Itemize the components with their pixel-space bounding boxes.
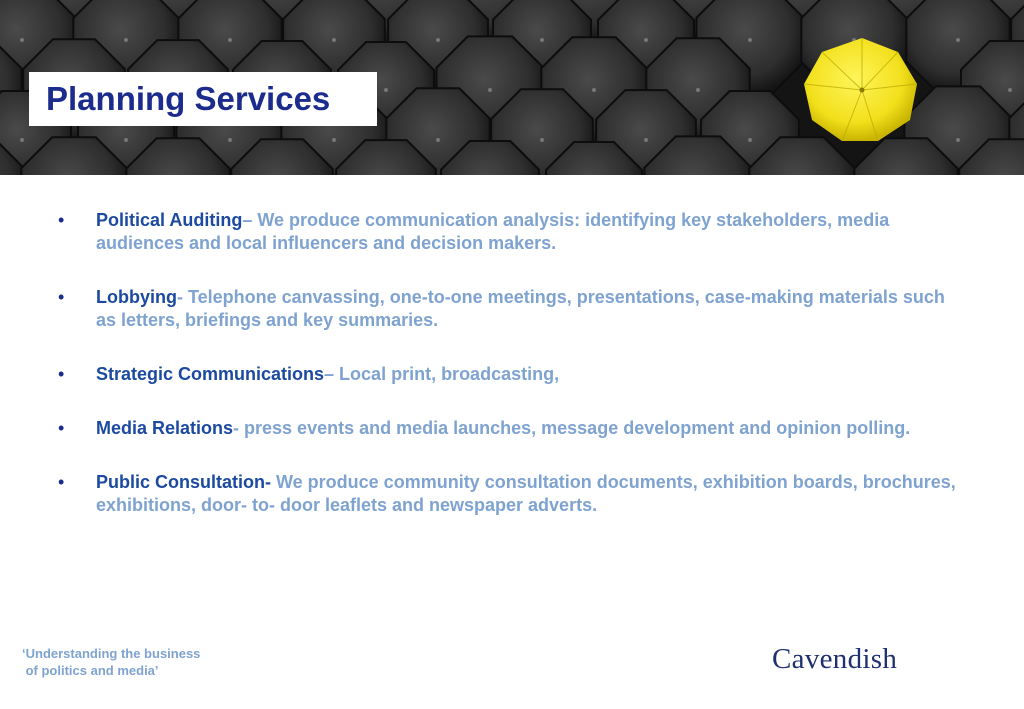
umbrella-tip bbox=[644, 38, 648, 42]
umbrella-tip bbox=[644, 138, 648, 142]
service-term: Public Consultation- bbox=[96, 472, 271, 492]
umbrella-tip bbox=[124, 138, 128, 142]
service-description: - Telephone canvassing, one-to-one meetings, presentations, case-making materials such as letters, briefings and key summaries. bbox=[96, 287, 945, 330]
umbrella-tip bbox=[748, 138, 752, 142]
bullet-icon: • bbox=[58, 287, 65, 307]
list-item bbox=[58, 417, 958, 440]
list-item bbox=[58, 209, 958, 255]
umbrella-tip bbox=[956, 138, 960, 142]
tagline-line: ‘Understanding the business bbox=[22, 646, 201, 661]
title-box bbox=[29, 72, 377, 126]
list-item bbox=[58, 363, 958, 386]
umbrella-tip bbox=[228, 138, 232, 142]
umbrella-tip bbox=[436, 38, 440, 42]
umbrella-tip bbox=[20, 38, 24, 42]
umbrella-tip bbox=[592, 88, 596, 92]
services-list bbox=[58, 209, 958, 548]
service-term: Political Auditing bbox=[96, 210, 243, 230]
umbrella-tip bbox=[228, 38, 232, 42]
umbrella-tip bbox=[488, 88, 492, 92]
umbrella-tip bbox=[956, 38, 960, 42]
umbrella-tip bbox=[1008, 88, 1012, 92]
list-item bbox=[58, 286, 958, 332]
list-item bbox=[58, 471, 958, 517]
bullet-icon: • bbox=[58, 472, 65, 492]
service-term: Media Relations bbox=[96, 418, 234, 438]
umbrella-tip bbox=[540, 38, 544, 42]
bullet-icon: • bbox=[58, 364, 65, 384]
umbrella-tip bbox=[748, 38, 752, 42]
service-term: Strategic Communications bbox=[96, 364, 325, 384]
tagline-line: of politics and media’ bbox=[22, 663, 159, 678]
umbrella-tip bbox=[436, 138, 440, 142]
header-banner bbox=[0, 0, 1024, 175]
service-description: - press events and media launches, message development and opinion polling. bbox=[233, 418, 911, 438]
service-description: – Local print, broadcasting, bbox=[324, 364, 560, 384]
umbrella-tip bbox=[384, 88, 388, 92]
bullet-icon: • bbox=[58, 210, 65, 230]
umbrella-tip bbox=[332, 38, 336, 42]
tagline bbox=[22, 645, 262, 679]
service-term: Lobbying bbox=[96, 287, 177, 307]
page-title: Planning Services bbox=[46, 80, 331, 117]
umbrella-tip bbox=[332, 138, 336, 142]
umbrella-tip bbox=[540, 138, 544, 142]
cavendish-logo: Cavendish bbox=[772, 643, 898, 675]
service-description: We produce community consultation documents, exhibition boards, brochures, exhibitions, door- to- door leaflets and newspaper adverts. bbox=[96, 472, 956, 515]
bullet-icon: • bbox=[58, 418, 65, 438]
umbrella-tip bbox=[20, 138, 24, 142]
umbrella-tip bbox=[696, 88, 700, 92]
service-description: – We produce communication analysis: identifying key stakeholders, media audiences and local influencers and decision makers. bbox=[96, 210, 890, 253]
umbrella-tip bbox=[124, 38, 128, 42]
